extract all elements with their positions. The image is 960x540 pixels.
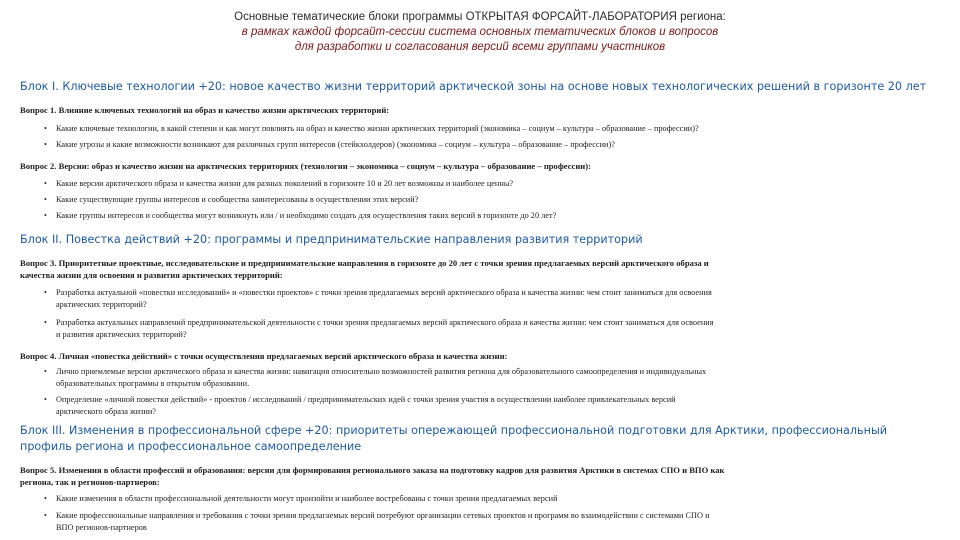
list-item: • Какие группы интересов и сообщества могут возникнуть или / и необходимо создать для осуществления таких версий в горизонте до 20 лет? [44, 211, 557, 220]
list-item: • Какие изменения в области профессиональной деятельности могут произойти и наиболее востребованы с точки зрения предлагаемых версий [44, 494, 558, 503]
bullet-icon: • [44, 494, 47, 503]
list-item-continuation: и развития арктических территорий? [56, 330, 187, 339]
list-item: • Разработка актуальных направлений предпринимательской деятельности с точки зрения предлагаемых версий арктического образа и качества жизни: чем стоит заниматься для освоения [44, 318, 714, 327]
bullet-icon: • [44, 195, 47, 204]
bullet-icon: • [44, 140, 47, 149]
block-2-title: Блок II. Повестка действий +20: программы и предпринимательские направления развития территорий [20, 233, 643, 246]
bullet-icon: • [44, 211, 47, 220]
list-item-continuation: арктических территорий? [56, 300, 147, 309]
question-1-title: Вопрос 1. Влияние ключевых технологий на образ и качество жизни арктических территорий: [20, 105, 390, 115]
list-item-continuation: образовательных программы в открытом образовании. [56, 379, 250, 388]
slide-subtitle-line-2: для разработки и согласования версий всеми группами участников [294, 41, 666, 53]
question-5-title-line-2: региона, так и регионов-партнеров: [20, 477, 160, 487]
list-item: • Какие профессиональные направления и требования с точки зрения предлагаемых версий потребуют организации сетевых проектов и программ во взаимодействии с системами СПО и [44, 511, 710, 520]
bullet-icon: • [44, 395, 47, 404]
slide-title: Основные тематические блоки программы ОТКРЫТАЯ ФОРСАЙТ-ЛАБОРАТОРИЯ региона: [234, 11, 726, 23]
bullet-icon: • [44, 511, 47, 520]
slide-header [0, 10, 960, 55]
bullet-icon: • [44, 179, 47, 188]
bullet-icon: • [44, 124, 47, 133]
question-2-title: Вопрос 2. Версии: образ и качество жизни на арктических территориях (технологии – экономика – социум – культура – образование – профессии): [20, 161, 591, 171]
list-item-continuation: ВПО регионов-партнеров [56, 523, 147, 532]
block-1-title: Блок I. Ключевые технологии +20: новое качество жизни территорий арктической зоны на основе новых технологических решений в горизонте 20 лет [20, 80, 927, 93]
list-item: • Какие ключевые технологии, в какой степени и как могут повлиять на образ и качество жизни арктических территорий (экономика – социум – культура – образование – профессии)? [44, 124, 699, 133]
list-item: • Разработка актуальной «повестки исследований» и «повестки проектов» с точки зрения предлагаемых версий арктического образа и качества жизни: чем стоит заниматься для освоения [44, 288, 712, 297]
question-3-title-line-2: качества жизни для освоения и развития арктических территорий: [20, 270, 283, 280]
list-item: • Определение «личной повестки действий» - проектов / исследований / предпринимательских идей с точки зрения участия в осуществлении наиболее привлекательных версий [44, 395, 676, 404]
list-item: • Какие версии арктического образа и качества жизни для разных поколений в горизонте 10 и 20 лет возможны и наиболее ценны? [44, 179, 514, 188]
list-item: • Лично приемлемые версии арктического образа и качества жизни: навигация относительно возможностей развития региона для образовательного самоопределения и индивидуальных [44, 367, 707, 376]
list-item: • Какие существующие группы интересов и сообщества заинтересованы в осуществлении этих версий? [44, 195, 419, 204]
bullet-icon: • [44, 318, 47, 327]
bullet-icon: • [44, 288, 47, 297]
question-3-title-line-1: Вопрос 3. Приоритетные проектные, исследовательские и предпринимательские направления в горизонте до 20 лет с точки зрения предлагаемых версий арктического образа и [20, 258, 709, 268]
question-4-title: Вопрос 4. Личная «повестка действий» с точки осуществления предлагаемых версий арктического образа и качества жизни: [20, 351, 508, 361]
block-3-title-line-2: профиль региона и профессиональное самоопределение [20, 440, 362, 453]
list-item-continuation: арктического образа жизни? [56, 407, 156, 416]
block-3-title-line-1: Блок III. Изменения в профессиональной сфере +20: приоритеты опережающей профессиональной подготовки для Арктики, профессиональный [20, 424, 888, 437]
bullet-icon: • [44, 367, 47, 376]
slide-subtitle-line-1: в рамках каждой форсайт-сессии система основных тематических блоков и вопросов [241, 26, 719, 38]
list-item: • Какие угрозы и какие возможности возникают для различных групп интересов (стейкхолдеров) (экономика – социум – культура – образование – профессии)? [44, 140, 615, 149]
question-5-title-line-1: Вопрос 5. Изменения в области профессий и образования: версии для формирования регионального заказа на подготовку кадров для развития Арктики в системах СПО и ВПО как [20, 465, 725, 475]
